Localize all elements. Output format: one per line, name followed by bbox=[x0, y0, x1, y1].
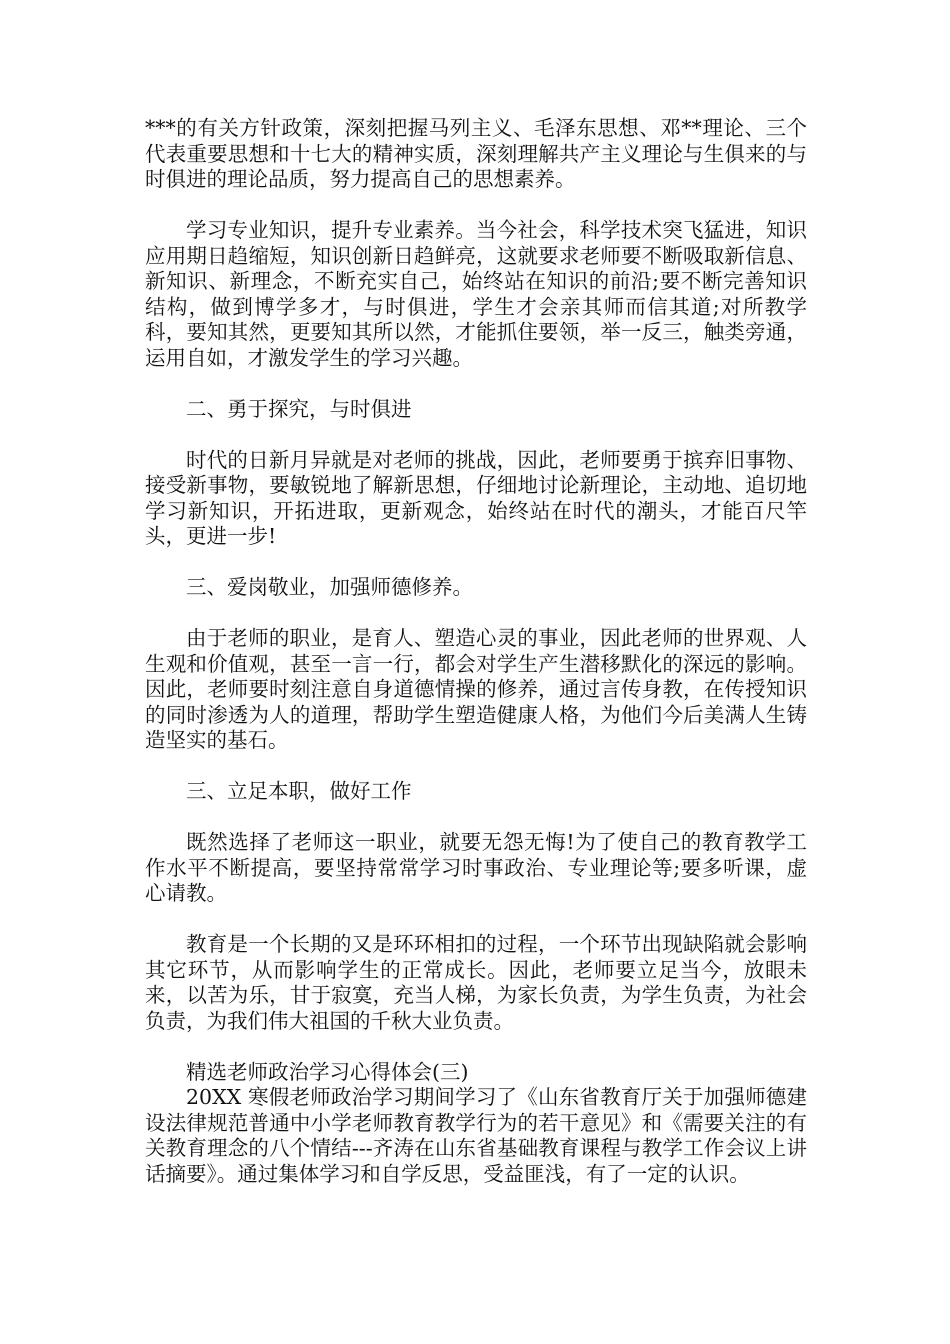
section-heading-work: 三、立足本职，做好工作 bbox=[186, 779, 412, 803]
paragraph-choose-teacher: 既然选择了老师这一职业，就要无怨无悔!为了使自己的教育教学工作水平不断提高，要坚持常常学习时事政治、专业理论等;要多听课，虚心请教。 bbox=[145, 830, 807, 905]
paragraph-professional-knowledge: 学习专业知识，提升专业素养。当今社会，科学技术突飞猛进，知识应用期日趋缩短，知识创新日趋鲜亮，这就要求老师要不断吸取新信息、新知识、新理念，不断充实自己，始终站在知识的前沿;要不断完善知识结构，做到博学多才，与时俱进，学生才会亲其师而信其道;对所教学科，要知其然，更要知其所以然，才能抓住要领，举一反三，触类旁通，运用自如，才激发学生的学习兴趣。 bbox=[145, 218, 807, 370]
document-body bbox=[145, 116, 807, 1187]
section-heading-explore: 二、勇于探究，与时俱进 bbox=[186, 396, 412, 421]
section-heading-ethics: 三、爱岗敬业，加强师德修养。 bbox=[186, 575, 473, 599]
paragraph-education-process: 教育是一个长期的又是环环相扣的过程，一个环节出现缺陷就会影响其它环节，从而影响学生的正常成长。因此，老师要立足当今，放眼未来，以苦为乐，甘于寂寞，充当人梯，为家长负责，为学生负责，为社会负责，为我们伟大祖国的千秋大业负责。 bbox=[145, 932, 807, 1033]
section-heading-part-three: 精选老师政治学习心得体会(三) bbox=[186, 1059, 469, 1084]
paragraph-intro: ***的有关方针政策，深刻把握马列主义、毛泽东思想、邓**理论、三个代表重要思想和十七大的精神实质，深刻理解共产主义理论与生俱来的与时俱进的理论品质，努力提高自己的思想素养。 bbox=[145, 116, 807, 191]
paragraph-winter-study: 20XX 寒假老师政治学习期间学习了《山东省教育厅关于加强师德建设法律规范普通中小学老师教育教学行为的若干意见》和《需要关注的有关教育理念的八个情结---齐涛在山东省基础教育课程与教学工作会议上讲话摘要》。通过集体学习和自学反思，受益匪浅，有了一定的认识。 bbox=[145, 1085, 807, 1186]
paragraph-teacher-profession: 由于老师的职业，是育人、塑造心灵的事业，因此老师的世界观、人生观和价值观，甚至一言一行，都会对学生产生潜移默化的深远的影响。因此，老师要时刻注意自身道德情操的修养，通过言传身教，在传授知识的同时渗透为人的道理，帮助学生塑造健康人格，为他们今后美满人生铸造坚实的基石。 bbox=[145, 626, 807, 752]
paragraph-times-challenge: 时代的日新月异就是对老师的挑战，因此，老师要勇于摈弃旧事物、接受新事物，要敏锐地了解新思想，仔细地讨论新理论，主动地、追切地学习新知识，开拓进取，更新观念，始终站在时代的潮头，才能百尺竿头，更进一步! bbox=[145, 447, 807, 548]
